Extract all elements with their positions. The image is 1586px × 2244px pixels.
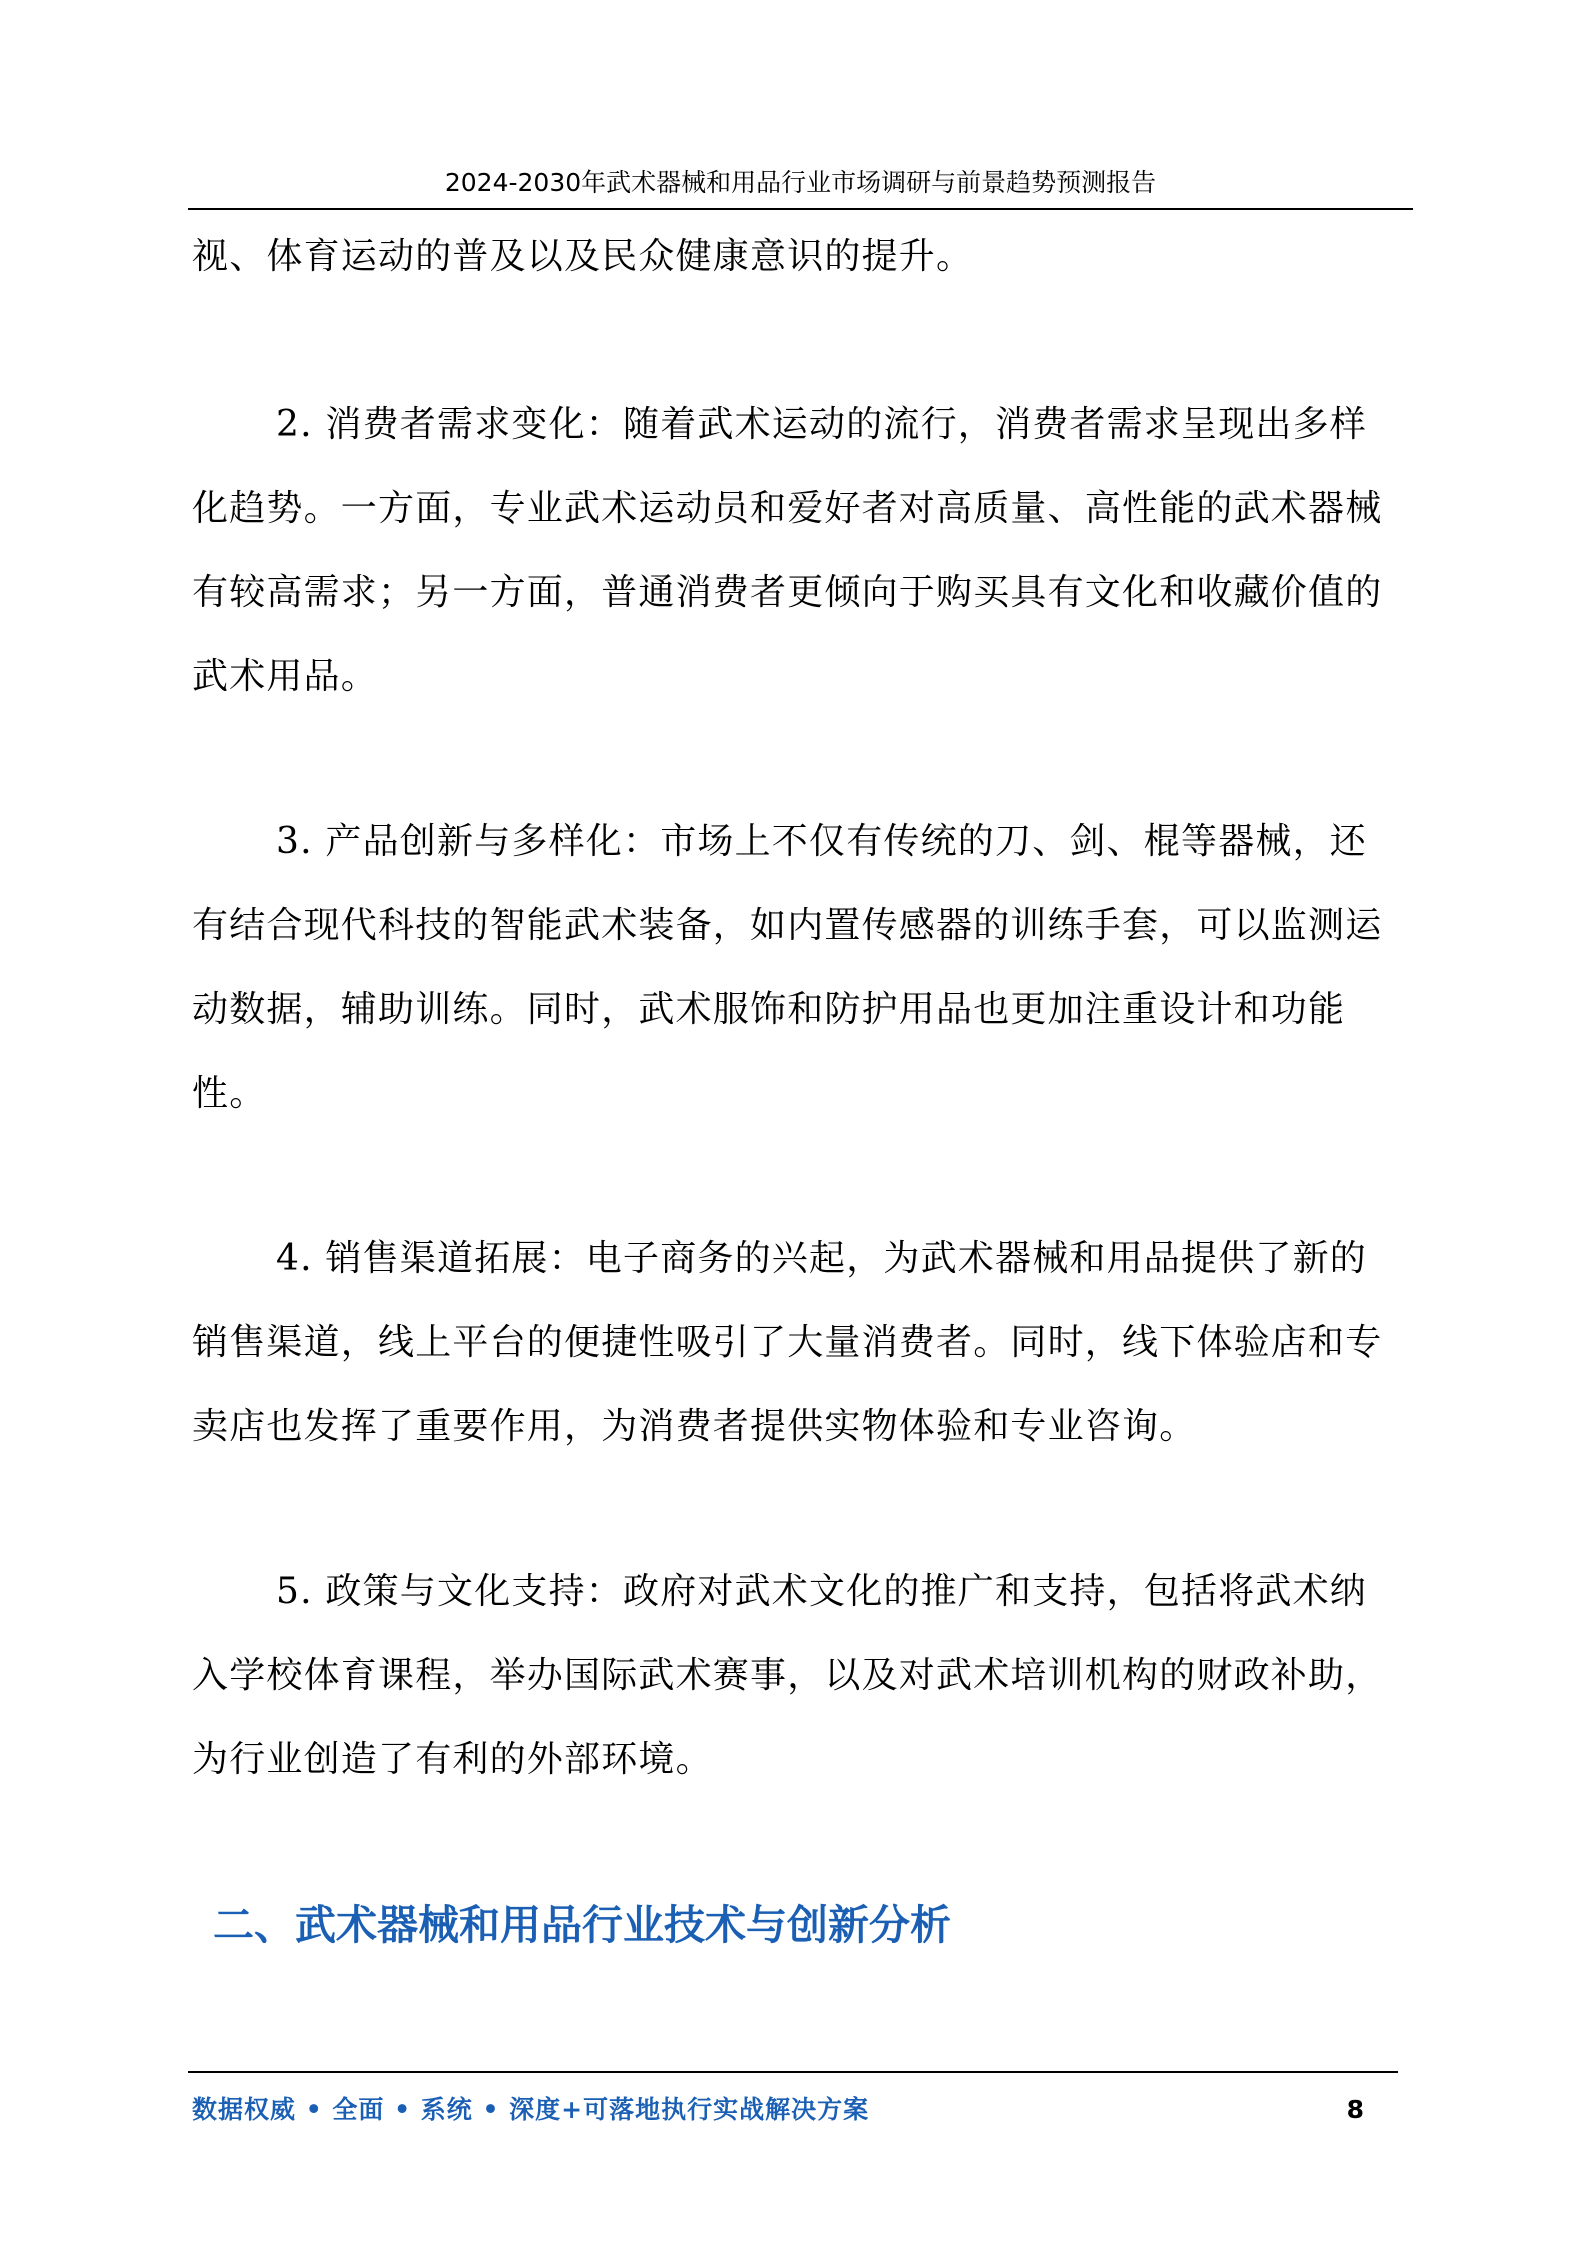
page-number: 8	[1346, 2095, 1364, 2124]
section-heading: 二、武术器械和用品行业技术与创新分析	[213, 1901, 951, 1949]
paragraph-continuation: 视、体育运动的普及以及民众健康意识的提升。	[192, 236, 974, 277]
report-header-title: 2024-2030年武术器械和用品行业市场调研与前景趋势预测报告	[444, 168, 1157, 197]
footer-divider	[188, 2071, 1398, 2073]
header-divider	[188, 208, 1413, 210]
paragraph-sales-channels: 4. 销售渠道拓展：电子商务的兴起，为武术器械和用品提供了新的销售渠道，线上平台的便捷性吸引了大量消费者。同时，线下体验店和专卖店也发挥了重要作用，为消费者提供实物体验和专业咨询。	[192, 1238, 1383, 1447]
paragraph-policy-support: 5. 政策与文化支持：政府对武术文化的推广和支持，包括将武术纳入学校体育课程，举办国际武术赛事，以及对武术培训机构的财政补助，为行业创造了有利的外部环境。	[192, 1571, 1383, 1780]
footer-slogan: 数据权威 • 全面 • 系统 • 深度+可落地执行实战解决方案	[192, 2095, 870, 2124]
paragraph-consumer-demand: 2. 消费者需求变化：随着武术运动的流行，消费者需求呈现出多样化趋势。一方面，专业武术运动员和爱好者对高质量、高性能的武术器械有较高需求；另一方面，普通消费者更倾向于购买具有文化和收藏价值的武术用品。	[192, 404, 1383, 697]
paragraph-product-innovation: 3. 产品创新与多样化：市场上不仅有传统的刀、剑、棍等器械，还有结合现代科技的智能武术装备，如内置传感器的训练手套，可以监测运动数据，辅助训练。同时，武术服饰和防护用品也更加注重设计和功能性。	[192, 821, 1383, 1114]
